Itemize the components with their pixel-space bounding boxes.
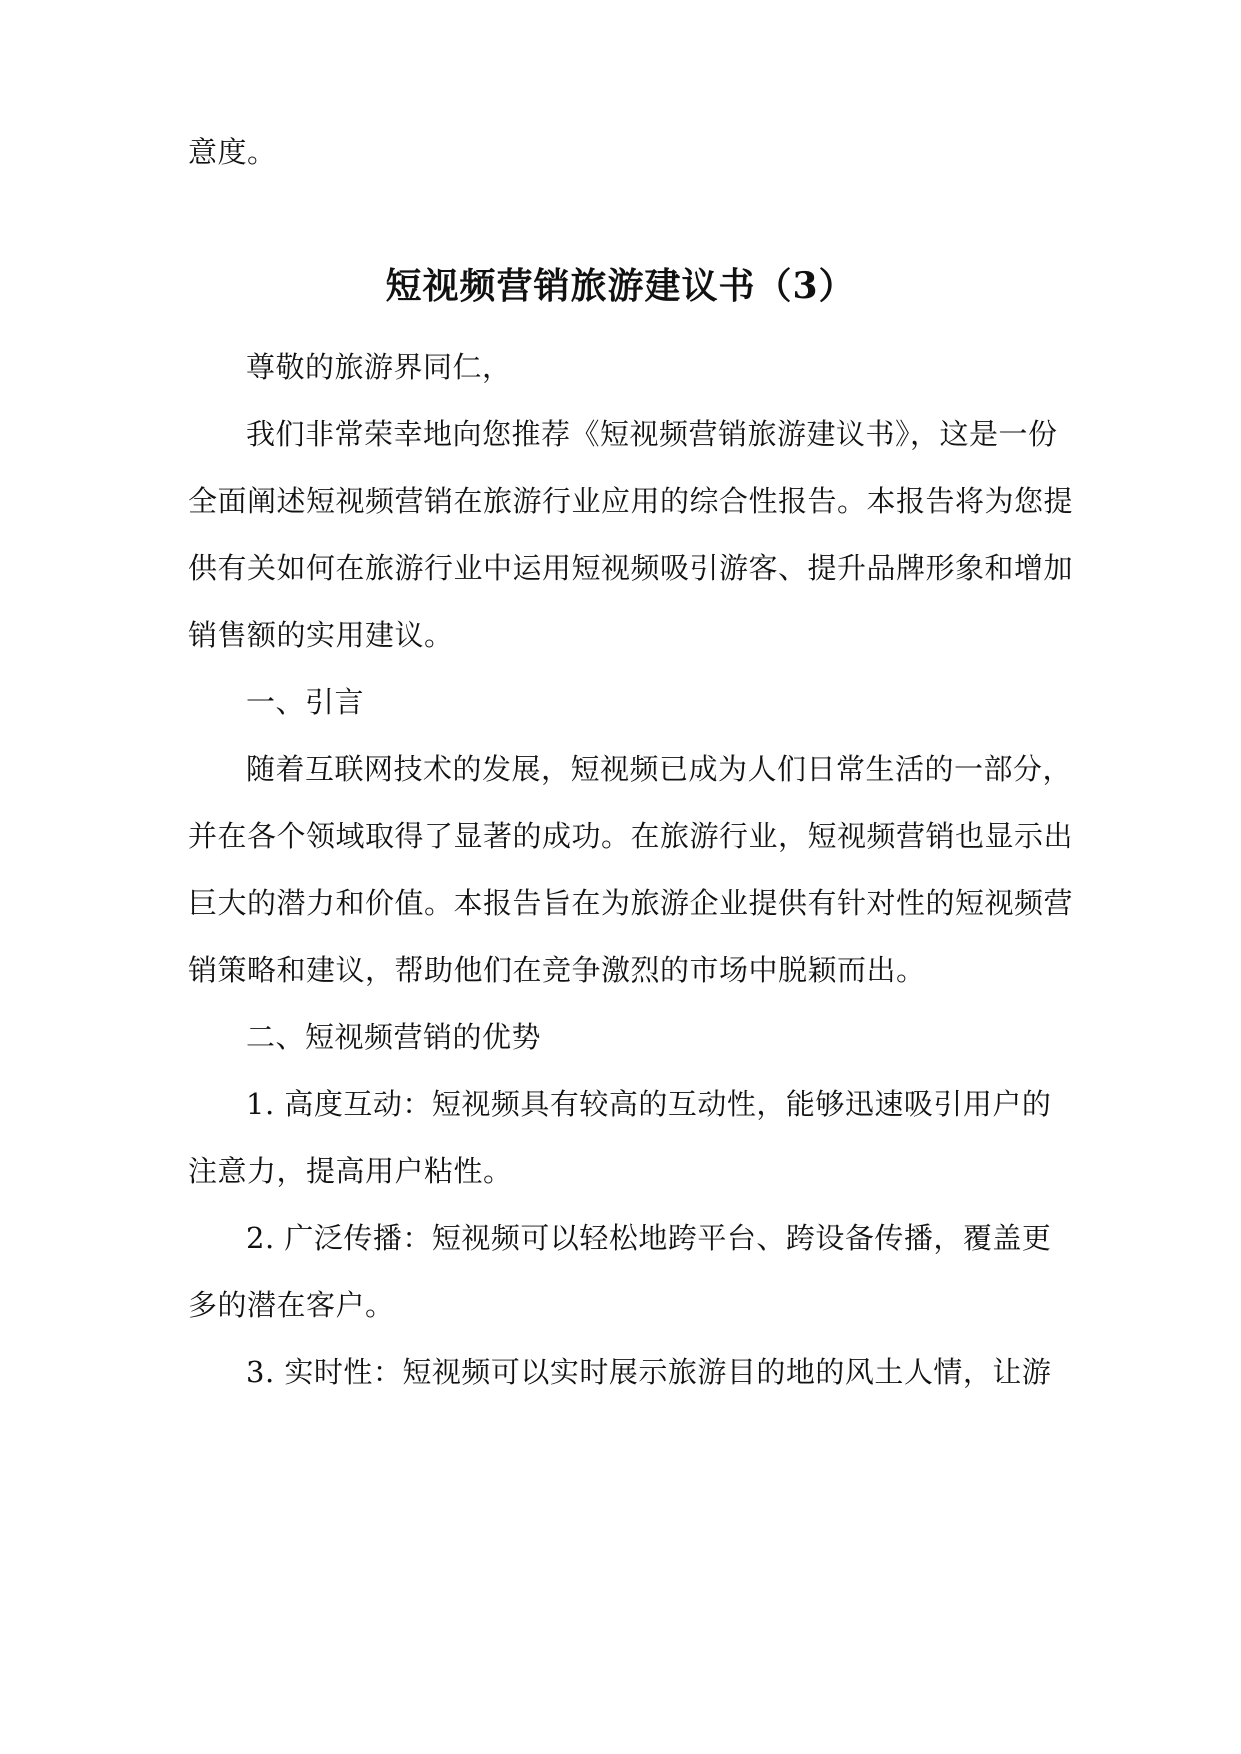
paragraph-line: 并在各个领域取得了显著的成功。在旅游行业，短视频营销也显示出 (188, 819, 1074, 853)
paragraph-line: 全面阐述短视频营销在旅游行业应用的综合性报告。本报告将为您提 (188, 484, 1074, 518)
list-item-line: 2. 广泛传播：短视频可以轻松地跨平台、跨设备传播，覆盖更 (246, 1221, 1052, 1255)
section-heading: 二、短视频营销的优势 (246, 1020, 542, 1054)
paragraph-line: 巨大的潜力和价值。本报告旨在为旅游企业提供有针对性的短视频营 (188, 886, 1074, 920)
paragraph-line: 我们非常荣幸地向您推荐《短视频营销旅游建议书》，这是一份 (246, 417, 1058, 451)
list-item-line: 1. 高度互动：短视频具有较高的互动性，能够迅速吸引用户的 (246, 1087, 1052, 1121)
section-heading: 一、引言 (246, 685, 365, 719)
paragraph-line: 随着互联网技术的发展，短视频已成为人们日常生活的一部分， (246, 752, 1073, 786)
list-item-line: 注意力，提高用户粘性。 (188, 1154, 513, 1188)
carry-over-text: 意度。 (188, 135, 277, 169)
salutation: 尊敬的旅游界同仁， (246, 350, 512, 384)
paragraph-line: 销策略和建议，帮助他们在竞争激烈的市场中脱颖而出。 (188, 953, 926, 987)
document-title: 短视频营销旅游建议书（3） (385, 265, 856, 307)
list-item-line: 多的潜在客户。 (188, 1288, 395, 1322)
paragraph-line: 销售额的实用建议。 (188, 618, 454, 652)
list-item-line: 3. 实时性：短视频可以实时展示旅游目的地的风土人情，让游 (246, 1355, 1052, 1389)
paragraph-line: 供有关如何在旅游行业中运用短视频吸引游客、提升品牌形象和增加 (188, 551, 1074, 585)
